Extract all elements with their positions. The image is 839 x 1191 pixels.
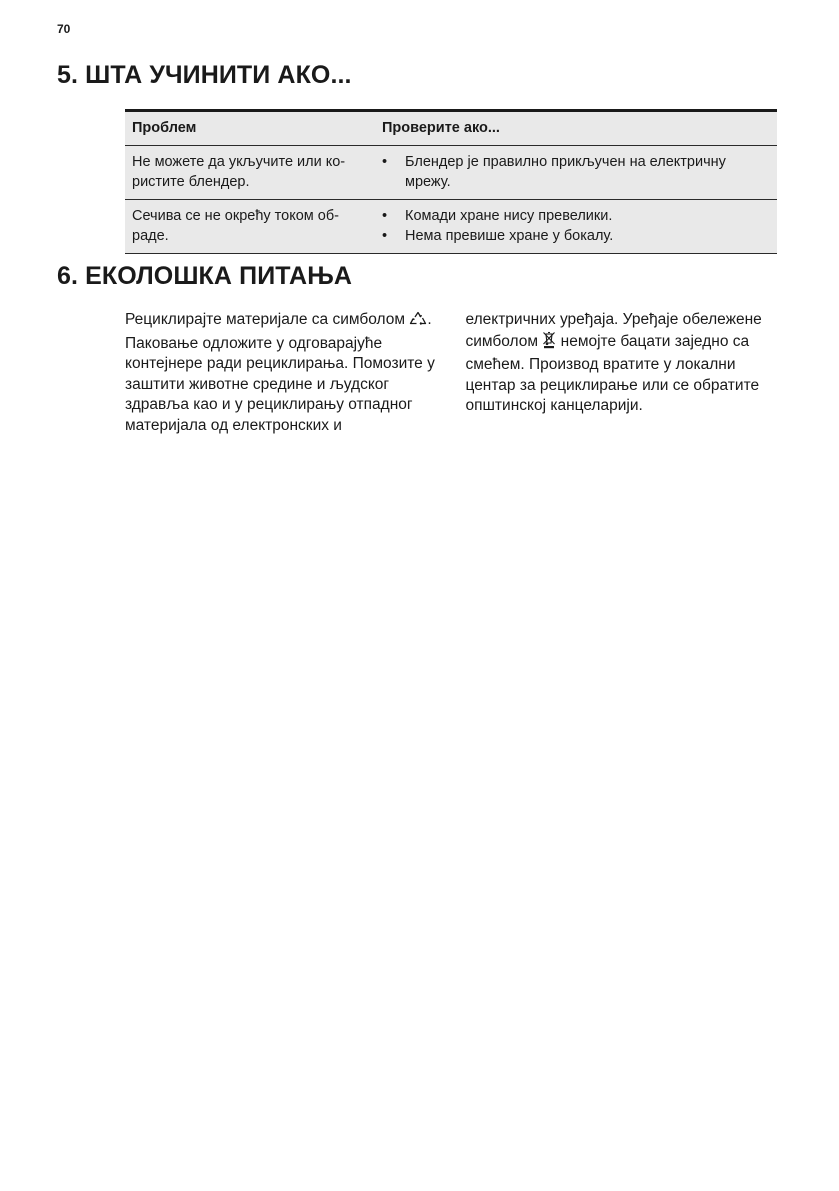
paragraph-text: Рециклирајте материјале са симболом — [125, 311, 410, 328]
check-item-text: Блендер је правилно прикључен на електричну мрежу. — [405, 154, 726, 190]
check-list — [382, 152, 770, 192]
check-item-text: Нема превише хране у бокалу. — [405, 228, 614, 244]
check-item — [382, 152, 770, 192]
paragraph-text: немојте бацати заједно са смећем. Производ вратите у локални центар за рециклирање или се обратите општинској канцеларији. — [465, 332, 760, 414]
problem-cell: Не можете да укључите или ко-ристите блендер. — [125, 146, 375, 200]
section-title-troubleshooting: 5. ШТА УЧИНИТИ АКО... — [57, 61, 352, 89]
column-header-problem: Проблем — [125, 111, 375, 146]
paragraph-text: . Паковање одложите у одговарајуће контејнере ради рециклирања. Помозите у заштити животне средине и људског здравља као и у рециклирању отпадног материјала од електронских и — [125, 311, 435, 434]
recycle-icon — [409, 311, 427, 334]
bullet: • — [382, 208, 388, 224]
bullet: • — [382, 154, 388, 170]
check-cell — [375, 146, 777, 200]
page-number: 70 — [57, 22, 71, 36]
table-row — [125, 200, 777, 254]
troubleshooting-table — [125, 109, 777, 254]
check-cell — [375, 200, 777, 254]
table-header-row — [125, 111, 777, 146]
check-list — [382, 206, 770, 246]
crossed-out-bin-icon — [542, 331, 556, 356]
environment-text — [125, 310, 770, 436]
paragraph-text: електричних уређаја. Уређаје обележене симболом — [465, 311, 762, 350]
check-item — [382, 206, 770, 226]
check-item — [382, 226, 770, 246]
section-title-environment: 6. ЕКОЛОШКА ПИТАЊА — [57, 262, 353, 290]
check-item-text: Комади хране нису превелики. — [405, 208, 613, 224]
environment-text-left-column — [125, 310, 449, 436]
bullet: • — [382, 228, 388, 244]
column-header-check: Проверите ако... — [375, 111, 777, 146]
table-row — [125, 146, 777, 200]
environment-text-right-column — [465, 310, 770, 436]
problem-cell: Сечива се не окрећу током об-раде. — [125, 200, 375, 254]
